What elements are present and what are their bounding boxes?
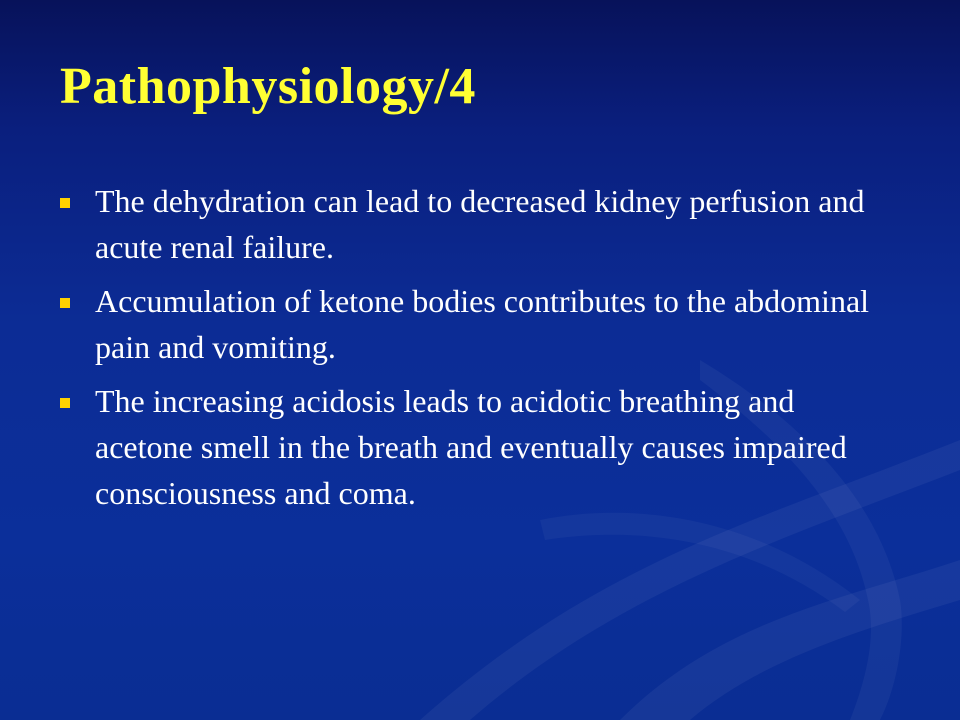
bullet-text: The dehydration can lead to decreased kidney perfusion and acute renal failure.	[95, 183, 865, 265]
square-bullet-icon	[60, 198, 70, 208]
square-bullet-icon	[60, 298, 70, 308]
slide-title: Pathophysiology/4	[60, 58, 476, 115]
bullet-text: The increasing acidosis leads to acidotic breathing and acetone smell in the breath and eventually causes impaired consciousness and coma.	[95, 383, 847, 511]
bullet-list	[60, 178, 880, 524]
bullet-item	[60, 278, 880, 370]
bullet-text: Accumulation of ketone bodies contributes to the abdominal pain and vomiting.	[95, 283, 870, 365]
square-bullet-icon	[60, 398, 70, 408]
bullet-item	[60, 178, 880, 270]
bullet-item	[60, 378, 880, 516]
